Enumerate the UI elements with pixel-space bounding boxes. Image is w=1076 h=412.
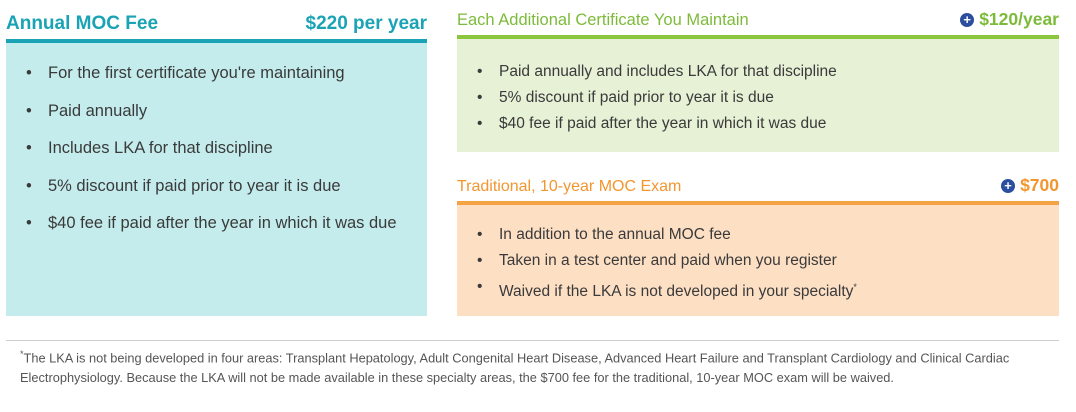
list-item: • Paid annually	[26, 100, 411, 123]
exam-panel	[457, 205, 1059, 316]
list-item: • 5% discount if paid prior to year it is due	[477, 85, 1043, 111]
footnote-marker: *	[20, 349, 24, 359]
additional-cert-panel	[457, 39, 1059, 152]
list-item: • For the first certificate you're maintaining	[26, 62, 411, 85]
plus-circle-icon: +	[1001, 179, 1015, 193]
exam-title: Traditional, 10-year MOC Exam	[457, 178, 682, 195]
list-item: • $40 fee if paid after the year in which it was due	[477, 111, 1043, 137]
additional-cert-title: Each Additional Certificate You Maintain	[457, 11, 749, 29]
footnote-text: The LKA is not being developed in four areas: Transplant Hepatology, Adult Congenital Heart Disease, Advanced Heart Failure and Transplant Cardiology and Clinical Cardiac Electrophysiology. Because the LKA will not be made available in these specialty areas, the $700 fee for the traditional, 10-year MOC exam will be waived.	[20, 350, 1010, 386]
list-item: • 5% discount if paid prior to year it is due	[26, 175, 411, 198]
list-item: • $40 fee if paid after the year in which it was due	[26, 212, 411, 235]
additional-cert-price-group	[960, 9, 1059, 30]
annual-fee-list	[26, 62, 411, 235]
divider	[6, 340, 1059, 341]
list-item: • In addition to the annual MOC fee	[477, 222, 1043, 248]
additional-cert-price: $120/year	[979, 9, 1059, 29]
exam-price: $700	[1020, 175, 1059, 195]
annual-fee-title: Annual MOC Fee	[6, 13, 159, 34]
annual-fee-panel	[6, 43, 427, 316]
annual-fee-header	[6, 10, 427, 43]
exam-list	[477, 222, 1043, 305]
list-item: • Paid annually and includes LKA for that discipline	[477, 59, 1043, 85]
list-item	[477, 274, 1043, 305]
plus-circle-icon: +	[960, 13, 974, 27]
additional-cert-header	[457, 10, 1059, 39]
list-item: • Taken in a test center and paid when you register	[477, 248, 1043, 274]
footnote-marker: *	[853, 282, 857, 292]
list-item-text: Waived if the LKA is not developed in your specialty	[499, 283, 854, 301]
exam-header	[457, 175, 1059, 205]
footnote	[20, 344, 1050, 388]
annual-fee-price: $220 per year	[305, 13, 427, 34]
additional-cert-list	[477, 59, 1043, 137]
list-item: • Includes LKA for that discipline	[26, 137, 411, 160]
exam-price-group	[1001, 175, 1059, 196]
